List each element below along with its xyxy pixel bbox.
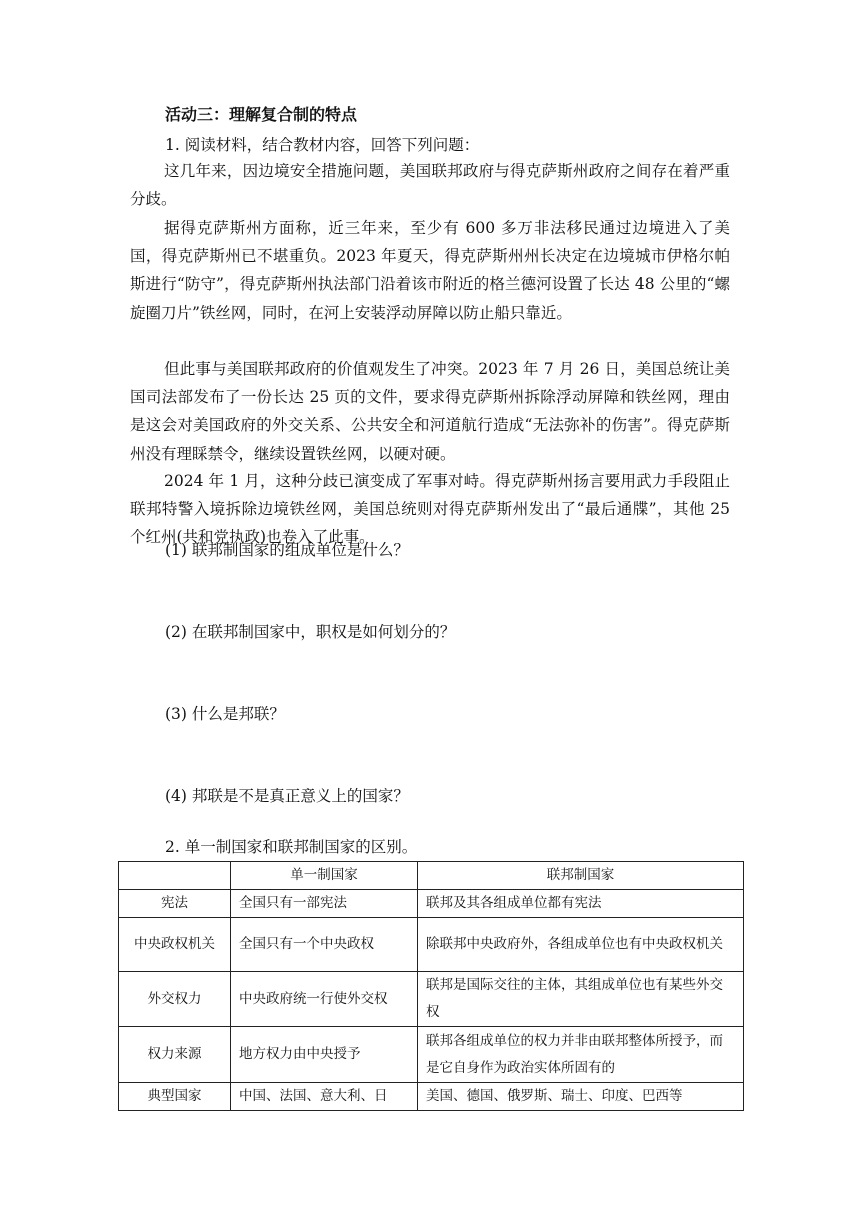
table-header-federal: 联邦制国家 xyxy=(418,862,744,890)
row-label: 典型国家 xyxy=(119,1083,231,1111)
table-row xyxy=(119,972,744,1027)
table-row xyxy=(119,1027,744,1083)
sub-question-3: (3) 什么是邦联？ xyxy=(165,705,285,723)
table-row xyxy=(119,890,744,918)
material-paragraph-4: 2024 年 1 月，这种分歧已演变成了军事对峙。得克萨斯州扬言要用武力手段阻止联邦特警入境拆除边境铁丝网，美国总统则对得克萨斯州发出了“最后通牒”，其他 25 个红州(共和党执政)也卷入了此事。 xyxy=(130,472,730,547)
table-row xyxy=(119,918,744,972)
unitary-cell: 全国只有一部宪法 xyxy=(231,890,418,918)
material-paragraph-1: 这几年来，因边境安全措施问题，美国联邦政府与得克萨斯州政府之间存在着严重分歧。 xyxy=(130,162,730,209)
question-2-title: 2. 单一制国家和联邦制国家的区别。 xyxy=(165,838,418,856)
sub-question-2: (2) 在联邦制国家中，职权是如何划分的？ xyxy=(165,623,456,641)
material-paragraph-3: 但此事与美国联邦政府的价值观发生了冲突。2023 年 7 月 26 日，美国总统让美国司法部发布了一份长达 25 页的文件，要求得克萨斯州拆除浮动屏障和铁丝网，理由是这会对美国政府的外交关系、公共安全和河道航行造成“无法弥补的伤害”。得克萨斯州没有理睬禁令，继续设置铁丝网，以硬对硬。 xyxy=(130,360,730,463)
row-label: 中央政权机关 xyxy=(119,918,231,972)
table-row xyxy=(119,1083,744,1111)
unitary-cell: 地方权力由中央授予 xyxy=(231,1027,418,1083)
row-label: 权力来源 xyxy=(119,1027,231,1083)
federal-cell: 联邦是国际交往的主体，其组成单位也有某些外交权 xyxy=(418,972,744,1027)
table-header-row xyxy=(119,862,744,890)
row-label: 宪法 xyxy=(119,890,231,918)
unitary-cell: 中国、法国、意大利、日 xyxy=(231,1083,418,1111)
material-paragraph-2: 据得克萨斯州方面称，近三年来，至少有 600 多万非法移民通过边境进入了美国，得克萨斯州已不堪重负。2023 年夏天，得克萨斯州州长决定在边境城市伊格尔帕斯进行“防守”，得克萨斯州执法部门沿着该市附近的格兰德河设置了长达 48 公里的“螺旋圈刀片”铁丝网，同时，在河上安装浮动屏障以防止船只靠近。 xyxy=(130,219,730,322)
comparison-table xyxy=(118,861,744,1111)
unitary-cell: 全国只有一个中央政权 xyxy=(231,918,418,972)
row-label: 外交权力 xyxy=(119,972,231,1027)
federal-cell: 联邦各组成单位的权力并非由联邦整体所授予，而是它自身作为政治实体所固有的 xyxy=(418,1027,744,1083)
table-header-blank xyxy=(119,862,231,890)
sub-question-4: (4) 邦联是不是真正意义上的国家？ xyxy=(165,787,409,805)
federal-cell: 联邦及其各组成单位都有宪法 xyxy=(418,890,744,918)
unitary-cell: 中央政府统一行使外交权 xyxy=(231,972,418,1027)
federal-cell: 除联邦中央政府外，各组成单位也有中央政权机关 xyxy=(418,918,744,972)
table-header-unitary: 单一制国家 xyxy=(231,862,418,890)
question-1-intro: 1. 阅读材料，结合教材内容，回答下列问题： xyxy=(165,136,480,154)
activity-title: 活动三：理解复合制的特点 xyxy=(165,105,358,124)
federal-cell: 美国、德国、俄罗斯、瑞士、印度、巴西等 xyxy=(418,1083,744,1111)
sub-question-1: (1) 联邦制国家的组成单位是什么？ xyxy=(165,541,409,559)
